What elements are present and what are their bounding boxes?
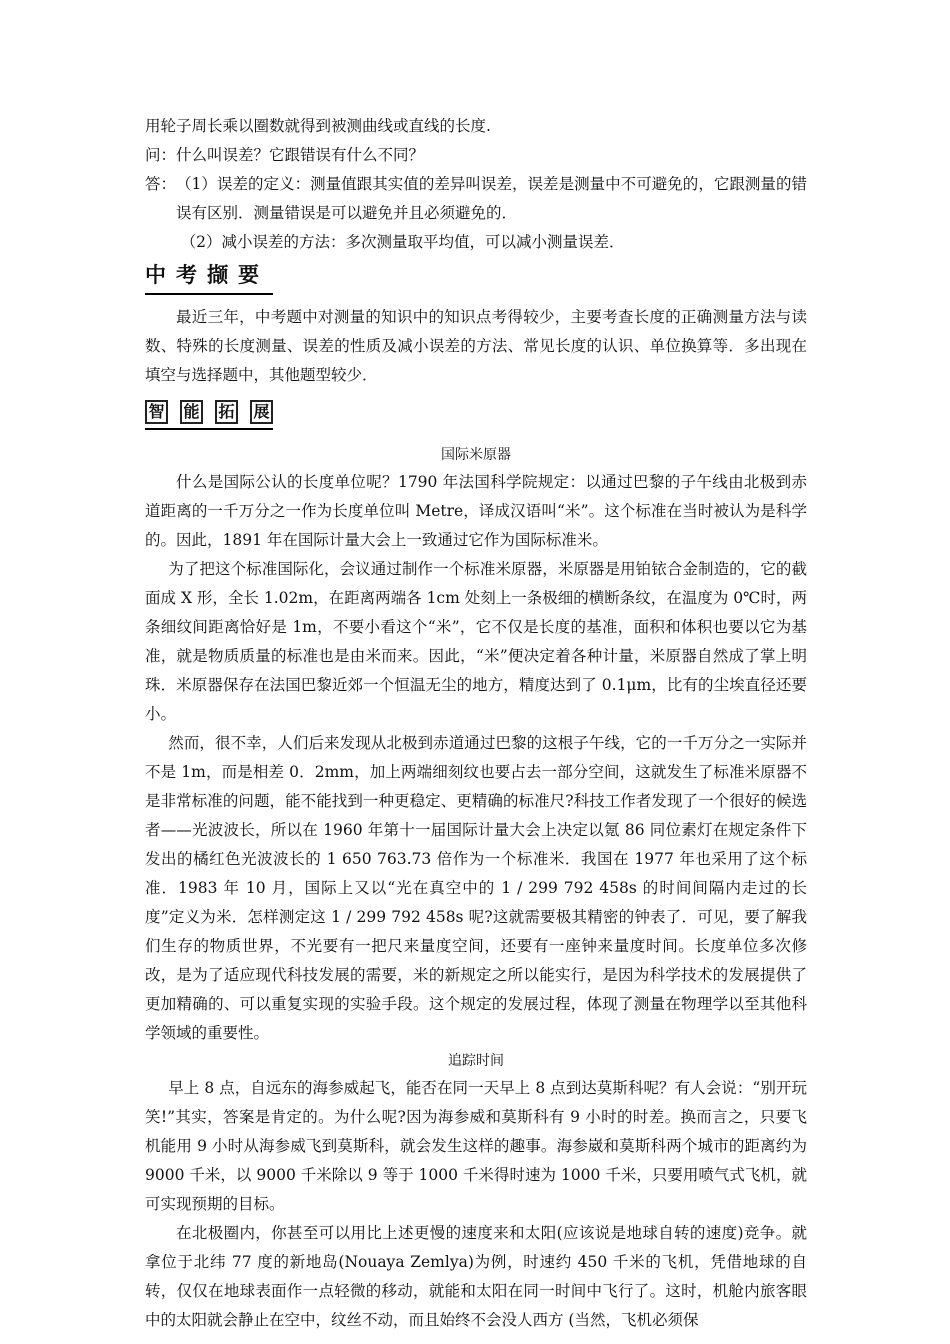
article-title: 国际米原器: [441, 447, 511, 463]
heading-char: 展: [250, 400, 273, 424]
answer-label: 答：: [145, 175, 177, 193]
article-paragraph: 为了把这个标准国际化，会议通过制作一个标准米原器，米原器是用铂铱合金制造的，它的截面成 X 形，全长 1.02m，在距离两端各 1cm 处刻上一条极细的横断条纹，在温度为 0℃时，两条细纹间距离恰好是 1m，不要小看这个“米”，它不仅是长度的基准，面积和体积也要以它为基准，就是物质质量的标准也是由米而来。因此，“米”便决定着各种计量，米原器自然成了掌上明珠．米原器保存在法国巴黎近郊一个恒温无尘的地方，精度达到了 0.1μm，比有的尘埃直径还要小。: [145, 560, 807, 723]
section-heading-zhongkao: [145, 259, 273, 295]
section-heading-extension: [145, 400, 273, 430]
heading-char: 智: [145, 400, 168, 424]
heading-char: 拓: [215, 400, 238, 424]
article-paragraph: 然而，很不幸，人们后来发现从北极到赤道通过巴黎的这根子午线，它的一千万分之一实际并不是 1m，而是相差 0．2mm，加上两端细刻纹也要占去一部分空间，这就发生了标准米原器不是非常标准的问题，能不能找到一种更稳定、更精确的标准尺?科技工作者发现了一个很好的候选者——光波波长，所以在 1960 年第十一届国际计量大会上决定以氪 86 同位素灯在规定条件下发出的橘红色光波波长的 1 650 763.73 倍作为一个标准米．我国在 1977 年也采用了这个标准．1983 年 10 月，国际上又以“光在真空中的 1 / 299 792 458s 的时间间隔内走过的长度”定义为米．怎样测定这 1 / 299 792 458s 呢?这就需要极其精密的钟表了．可见，要了解我们生存的物质世界，不光要有一把尺来量度空间，还要有一座钟来量度时间。长度单位多次修改，是为了适应现代科技发展的需要，米的新规定之所以能实行，是因为科学技术的发展提供了更加精确的、可以重复实现的实验手段。这个规定的发展过程，体现了测量在物理学以至其他科学领域的重要性。: [145, 734, 807, 1042]
article-paragraph: 早上 8 点，自远东的海参威起飞，能否在同一天早上 8 点到达莫斯科呢？有人会说：“别开玩笑!”其实，答案是肯定的。为什么呢?因为海参威和莫斯科有 9 小时的时差。换而言之，只要飞机能用 9 小时从海参威飞到莫斯科，就会发生这样的趣事。海参崴和莫斯科两个城市的距离约为 9000 千米，以 9000 千米除以 9 等于 1000 千米得时速为 1000 千米，只要用喷气式飞机，就可实现预期的目标。: [145, 1079, 807, 1213]
section-heading-text: 中考撷要: [145, 263, 269, 287]
document-page: [145, 112, 807, 1335]
intro-line: 用轮子周长乘以圈数就得到被测曲线或直线的长度.: [145, 117, 491, 135]
section-summary-paragraph: 最近三年，中考题中对测量的知识中的知识点考得较少，主要考查长度的正确测量方法与读数、特殊的长度测量、误差的性质及减小误差的方法、常见长度的认识、单位换算等．多出现在填空与选择题中，其他题型较少．: [145, 308, 807, 384]
question-line: 问：什么叫误差？它跟错误有什么不同？: [145, 146, 425, 164]
answer-block: [145, 170, 807, 228]
answer-item-2: （2）减小误差的方法：多次测量取平均值，可以减小测量误差．: [180, 233, 625, 251]
heading-char: 能: [180, 400, 203, 424]
article-paragraph: 在北极圈内，你甚至可以用比上述更慢的速度来和太阳(应该说是地球自转的速度)竞争。就拿位于北纬 77 度的新地岛(Nouaya Zemlya)为例，时速约 450 千米的飞机，凭借地球的自转，仅仅在地球表面作一点轻微的移动，就能和太阳在同一时间中飞行了。这时，机舱内旅客眼中的太阳就会静止在空中，纹丝不动，而且始终不会没人西方 (当然，飞机必须保: [145, 1224, 807, 1329]
answer-item-1: （1）误差的定义：测量值跟其实值的差异叫误差，误差是测量中不可避免的，它跟测量的错误有区别．测量错误是可以避免并且必须避免的．: [176, 175, 807, 222]
article-paragraph: 什么是国际公认的长度单位呢？1790 年法国科学院规定：以通过巴黎的子午线由北极到赤道距离的一千万分之一作为长度单位叫 Metre，译成汉语叫“米”。这个标准在当时被认为是科学的。因此，1891 年在国际计量大会上一致通过它作为国际标准米。: [145, 473, 807, 549]
article-title: 追踪时间: [448, 1053, 504, 1069]
